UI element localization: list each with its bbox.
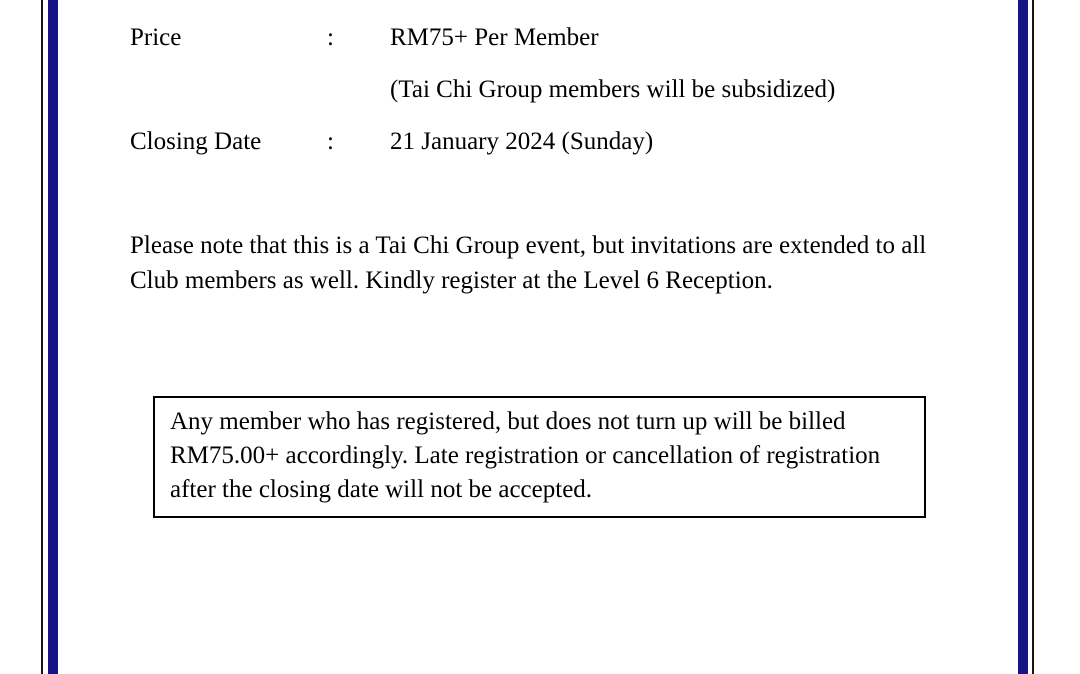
detail-separator-closing-date: : bbox=[327, 128, 334, 155]
detail-row-price bbox=[130, 21, 1010, 55]
detail-row-closing-date bbox=[130, 125, 1010, 159]
warning-box-text: Any member who has registered, but does not turn up will be billed RM75.00+ accordingly. Late registration or cancellation of registration after the closing date will not be accepted. bbox=[170, 408, 881, 503]
warning-box bbox=[153, 396, 926, 518]
detail-value-closing-date: 21 January 2024 (Sunday) bbox=[390, 128, 654, 155]
detail-value-price: RM75+ Per Member bbox=[390, 24, 599, 51]
note-paragraph: Please note that this is a Tai Chi Group event, but invitations are extended to all Club members as well. Kindly register at the Level 6 Reception. bbox=[130, 232, 927, 294]
detail-label-price: Price bbox=[130, 24, 182, 51]
detail-value-subsidy: (Tai Chi Group members will be subsidized) bbox=[390, 76, 836, 103]
detail-row-subsidy bbox=[130, 73, 1010, 107]
detail-separator-price: : bbox=[327, 24, 334, 51]
detail-label-closing-date: Closing Date bbox=[130, 128, 262, 155]
